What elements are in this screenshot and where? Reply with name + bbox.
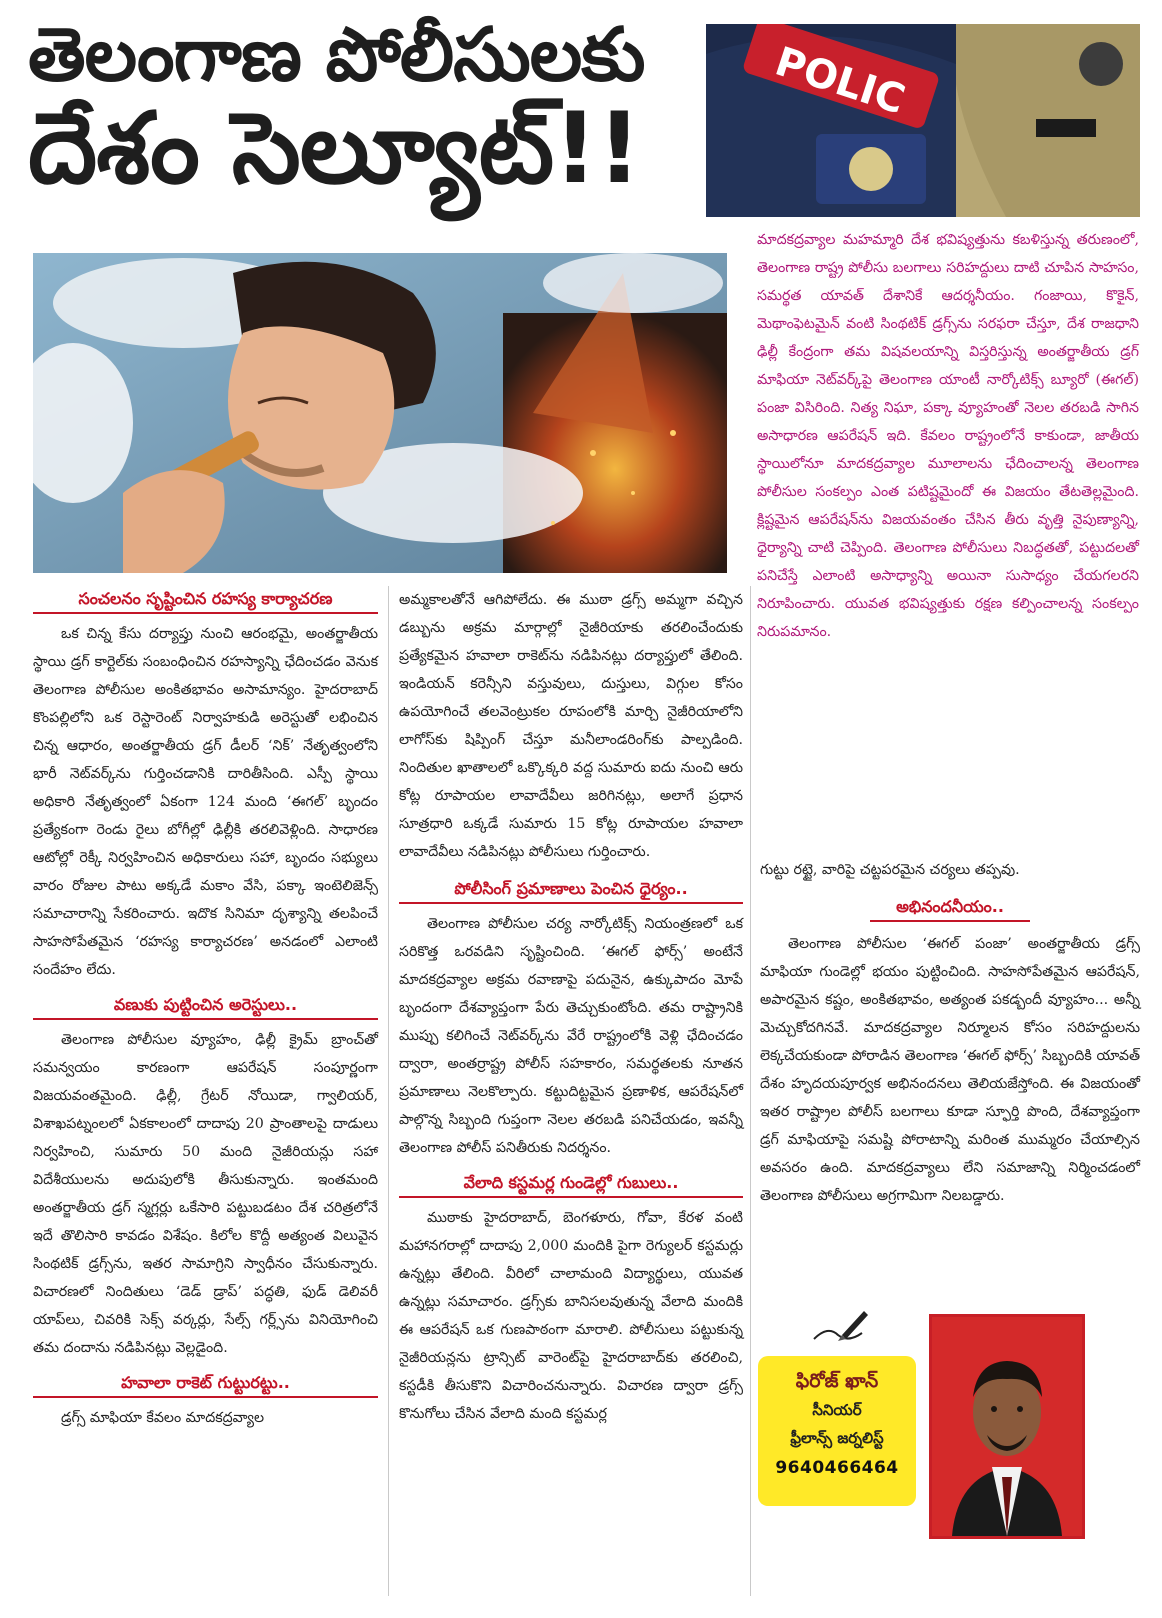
svg-text:POLIC: POLIC bbox=[769, 38, 911, 124]
paragraph: గుట్టు రట్టై, వారిపై చట్టపరమైన చర్యలు తప్పవు. bbox=[760, 862, 1020, 878]
column-2 bbox=[399, 586, 743, 1428]
headline-line-2: దేశం సెల్యూట్!! bbox=[28, 92, 641, 206]
pen-icon bbox=[808, 1305, 868, 1347]
police-uniform-photo bbox=[706, 24, 1140, 217]
column-divider bbox=[750, 586, 751, 1596]
paragraph: ముఠాకు హైదరాబాద్, బెంగళూరు, గోవా, కేరళ వంటి మహానగరాల్లో దాదాపు 2,000 మందికి పైగా రెగ్యులర్ కస్టమర్లు ఉన్నట్లు తేలింది. వీరిలో చాలామంది విద్యార్థులు, యువత ఉన్నట్లు సమాచారం. డ్రగ్స్‌కు బానిసలవుతున్న వేలాది మందికి ఈ ఆపరేషన్ ఒక గుణపాఠంగా మారాలి. పోలీసులు పట్టుకున్న నైజీరియన్లను ట్రాన్సిట్ వారెంట్‌పై హైదరాబాద్‌కు తరలించి, కస్టడీకి తీసుకొని విచారించనున్నారు. విచారణ ద్వారా డ్రగ్స్ కొనుగోలు చేసిన వేలాది మంది కస్టమర్ల bbox=[399, 1210, 743, 1422]
intro-paragraph: మాదకద్రవ్యాల మహమ్మారి దేశ భవిష్యత్తును కబళిస్తున్న తరుణంలో, తెలంగాణ రాష్ట్ర పోలీసు బలగాలు సరిహద్దులు దాటి చూపిన సాహసం, సమర్థత యావత్ దేశానికే ఆదర్శనీయం. గంజాయి, కొకైన్, మెథాంఫెటమైన్ వంటి సింథటిక్ డ్రగ్స్‌ను సరఫరా చేస్తూ, దేశ రాజధాని ఢిల్లీ కేంద్రంగా తమ విషవలయాన్ని విస్తరిస్తున్న అంతర్జాతీయ డ్రగ్ మాఫియా నెట్‌వర్క్‌పై తెలంగాణ యాంటీ నార్కోటిక్స్ బ్యూరో (ఈగల్) పంజా విసిరింది. నిత్య నిఘా, పక్కా వ్యూహంతో నెలల తరబడి సాగిన అసాధారణ ఆపరేషన్ ఇది. కేవలం రాష్ట్రంలోనే కాకుండా, జాతీయ స్థాయిలోనూ మాదకద్రవ్యాల మూలాలను ఛేదించాలన్న తెలంగాణ పోలీసుల సంకల్పం ఎంత పటిష్టమైందో ఈ విజయం తేటతెల్లమైంది. క్లిష్టమైన ఆపరేషన్‌ను విజయవంతం చేసిన తీరు వృత్తి నైపుణ్యాన్ని, ధైర్యాన్ని చాటి చెప్పింది. తెలంగాణ పోలీసులు నిబద్ధతతో, పట్టుదలతో పనిచేస్తే ఎలాంటి అసాధ్యాన్ని అయినా సుసాధ్యం చేయగలరని నిరూపించారు. యువత భవిష్యత్తుకు రక్షణ కల్పించాలన్న సంకల్పం నిరుపమానం. bbox=[757, 232, 1139, 640]
column-divider bbox=[388, 586, 389, 1596]
author-phone: 9640466464 bbox=[775, 1458, 899, 1478]
subhead-policing-standards: పోలీసింగ్ ప్రమాణాలు పెంచిన ధైర్యం.. bbox=[399, 876, 743, 904]
column-3 bbox=[760, 856, 1140, 1210]
author-portrait bbox=[929, 1314, 1085, 1539]
byline-box bbox=[758, 1356, 916, 1506]
headline-line-1: తెలంగాణ పోలీసులకు bbox=[28, 12, 645, 98]
subhead-customers: వేలాది కస్టమర్ల గుండెల్లో గుబులు.. bbox=[399, 1170, 743, 1198]
author-role-senior: సీనియర్ bbox=[812, 1401, 862, 1419]
author-name: ఫిరోజ్ ఖాన్ bbox=[795, 1370, 879, 1392]
subhead-secret-operation: సంచలనం సృష్టించిన రహస్య కార్యాచరణ bbox=[33, 586, 378, 614]
subhead-arrests: వణుకు పుట్టించిన అరెస్టులు.. bbox=[33, 992, 378, 1020]
intro-column bbox=[757, 226, 1139, 646]
author-role-journalist: ఫ్రీలాన్స్ జర్నలిస్ట్ bbox=[790, 1429, 884, 1447]
drug-smoking-illustration bbox=[33, 253, 727, 573]
paragraph: తెలంగాణ పోలీసుల చర్య నార్కోటిక్స్ నియంత్రణలో ఒక సరికొత్త ఒరవడిని సృష్టించింది. ‘ఈగల్ ఫోర్స్’ అంటేనే మాదకద్రవ్యాల అక్రమ రవాణాపై పదునైన, ఉక్కుపాదం మోపే బృందంగా దేశవ్యాప్తంగా పేరు తెచ్చుకుంటోంది. తమ రాష్ట్రానికి ముప్పు కలిగించే నెట్‌వర్క్‌ను వేరే రాష్ట్రంలోకి వెళ్లి ఛేదించడం ద్వారా, అంతర్రాష్ట్ర పోలీస్ సహకారం, సమర్థతలకు నూతన ప్రమాణాలు నెలకొల్పారు. కట్టుదిట్టమైన ప్రణాళిక, ఆపరేషన్‌లో పాల్గొన్న సిబ్బంది గుప్తంగా నెలల తరబడి పనిచేయడం, ఇవన్నీ తెలంగాణ పోలీస్ పనితీరుకు నిదర్శనం. bbox=[399, 916, 743, 1156]
paragraph: అమ్మకాలతోనే ఆగిపోలేదు. ఈ ముఠా డ్రగ్స్ అమ్మగా వచ్చిన డబ్బును అక్రమ మార్గాల్లో నైజీరియాకు తరలించేందుకు ప్రత్యేకమైన హవాలా రాకెట్‌ను నడిపినట్లు దర్యాప్తులో తేలింది. ఇండియన్ కరెన్సీని వస్తువులు, దుస్తులు, విగ్గుల కోసం ఉపయోగించే తలవెంట్రుకల రూపంలోకి మార్చి నైజీరియాలోని లాగోస్‌కు షిప్పింగ్ చేస్తూ మనీలాండరింగ్‌కు పాల్పడింది. నిందితుల ఖాతాలలో ఒక్కొక్కరి వద్ద సుమారు ఐదు నుంచి ఆరు కోట్ల రూపాయల లావాదేవీలు జరిగినట్లు, అలాగే ప్రధాన సూత్రధారి ఒక్కడే సుమారు 15 కోట్ల రూపాయల హవాలా లావాదేవీలు నడిపినట్లు పోలీసులు గుర్తించారు. bbox=[399, 592, 743, 860]
column-1 bbox=[33, 586, 378, 1432]
subhead-hawala: హవాలా రాకెట్ గుట్టురట్టు.. bbox=[33, 1370, 378, 1398]
subhead-appreciation: అభినందనీయం.. bbox=[870, 894, 1030, 922]
paragraph: తెలంగాణ పోలీసుల ‘ఈగల్ పంజా’ అంతర్జాతీయ డ్రగ్స్ మాఫియా గుండెల్లో భయం పుట్టించింది. సాహసోపేతమైన ఆపరేషన్, అపారమైన కష్టం, అంకితభావం, అత్యంత పకడ్బందీ వ్యూహం... అన్నీ మెచ్చుకోదగినవే. మాదకద్రవ్యాల నిర్మూలన కోసం సరిహద్దులను లెక్కచేయకుండా పోరాడిన తెలంగాణ ‘ఈగల్ ఫోర్స్’ సిబ్బందికి యావత్ దేశం హృదయపూర్వక అభినందనలు తెలియజేస్తోంది. ఈ విజయంతో ఇతర రాష్ట్రాల పోలీస్ బలగాలు కూడా స్ఫూర్తి పొంది, దేశవ్యాప్తంగా డ్రగ్ మాఫియాపై సమష్టి పోరాటాన్ని మరింత ముమ్మరం చేయాల్సిన అవసరం ఉంది. మాదకద్రవ్యాలు లేని సమాజాన్ని నిర్మించడంలో తెలంగాణ పోలీసులు అగ్రగామిగా నిలబడ్డారు. bbox=[760, 936, 1140, 1204]
paragraph: ఒక చిన్న కేసు దర్యాప్తు నుంచి ఆరంభమై, అంతర్జాతీయ స్థాయి డ్రగ్ కార్టెల్‌కు సంబంధించిన రహస్యాన్ని ఛేదించడం వెనుక తెలంగాణ పోలీసుల అంకితభావం అసామాన్యం. హైదరాబాద్ కొంపల్లిలోని ఒక రెస్టారెంట్ నిర్వాహకుడి అరెస్టుతో లభించిన చిన్న ఆధారం, అంతర్జాతీయ డ్రగ్ డీలర్ ‘నిక్’ నేతృత్వంలోని భారీ నెట్‌వర్క్‌ను గుర్తించడానికి దారితీసింది. ఎస్పీ స్థాయి అధికారి నేతృత్వంలో ఏకంగా 124 మంది ‘ఈగల్’ బృందం ప్రత్యేకంగా రెండు రైలు బోగీల్లో ఢిల్లీకి తరలివెళ్లింది. సాధారణ ఆటోల్లో రెక్కీ నిర్వహించిన అధికారులు సహా, బృందం సభ్యులు వారం రోజుల పాటు అక్కడే మకాం వేసి, పక్కా ఇంటెలిజెన్స్ సమాచారాన్ని సేకరించారు. ఇదొక సినిమా దృశ్యాన్ని తలపించే సాహసోపేతమైన ‘రహస్య కార్యాచరణ’ అనడంలో ఎలాంటి సందేహం లేదు. bbox=[33, 626, 378, 978]
paragraph: డ్రగ్స్ మాఫియా కేవలం మాదకద్రవ్యాల bbox=[61, 1410, 265, 1426]
paragraph: తెలంగాణ పోలీసుల వ్యూహం, ఢిల్లీ క్రైమ్ బ్రాంచ్‌తో సమన్వయం కారణంగా ఆపరేషన్ సంపూర్ణంగా విజయవంతమైంది. ఢిల్లీ, గ్రేటర్ నోయిడా, గ్వాలియర్, విశాఖపట్నంలలో ఏకకాలంలో దాదాపు 20 ప్రాంతాలపై దాడులు నిర్వహించి, సుమారు 50 మంది నైజీరియన్లు సహా విదేశీయులను అదుపులోకి తీసుకున్నారు. ఇంతమంది అంతర్జాతీయ డ్రగ్ స్మగ్లర్లు ఒకేసారి పట్టుబడటం దేశ చరిత్రలోనే ఇదే తొలిసారి కావడం విశేషం. కిలోల కొద్దీ అత్యంత విలువైన సింథటిక్ డ్రగ్స్‌ను, ఇతర సామాగ్రిని స్వాధీనం చేసుకున్నారు. విచారణలో నిందితులు ‘డెడ్ డ్రాప్’ పద్ధతి, ఫుడ్ డెలివరీ యాప్‌లు, చివరికి సెక్స్ వర్కర్లు, సేల్స్ గర్ల్స్‌ను వినియోగించి తమ దందాను నడిపినట్లు వెల్లడైంది. bbox=[33, 1032, 378, 1356]
